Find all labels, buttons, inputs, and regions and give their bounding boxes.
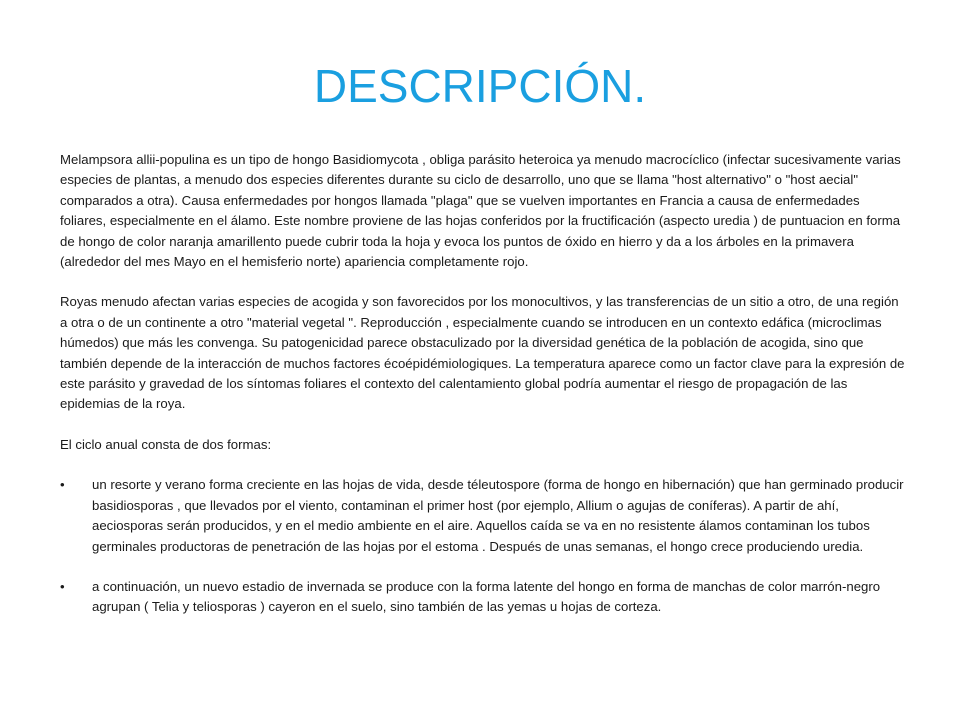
bullet-list: [60, 475, 906, 617]
bullet-text: un resorte y verano forma creciente en las hojas de vida, desde téleutospore (forma de hongo en hibernación) que han germinado producir basidiosporas , que llevados por el viento, contaminan el primer host (por ejemplo, Allium o agujas de coníferas). A partir de ahí, aeciosporas serán producidos, y en el medio ambiente en el aire. Aquellos caída se va en no resistente álamos contaminan los tubos germinales productoras de penetración de las hojas por el estoma . Después de unas semanas, el hongo crece produciendo uredia.: [92, 477, 904, 554]
bullet-text: a continuación, un nuevo estadio de invernada se produce con la forma latente del hongo en forma de manchas de color marrón-negro agrupan ( Telia y teliosporas ) cayeron en el suelo, sino también de las yemas u hojas de corteza.: [92, 578, 881, 615]
slide-body: [60, 150, 906, 638]
paragraph-cycle-intro: El ciclo anual consta de dos formas:: [60, 436, 272, 452]
paragraph-royas: Royas menudo afectan varias especies de acogida y son favorecidos por los monocultivos, y las transferencias de un sitio a otro, de una región a otra o de un continente a otro "material vegetal ". Reproducción , especialmente cuando se introducen en un contexto edáfica (microclimas húmedos) que más les convenga. Su patogenicidad parece obstaculizado por la diversidad genética de la población de acogida, sino que también depende de la interacción de muchos factores écoépidémiologiques. La temperatura aparece como un factor clave para la expresión de este parásito y gravedad de los síntomas foliares el contexto del calentamiento global podría aumentar el riesgo de propagación de las epidemias de la roya.: [60, 294, 905, 412]
paragraph-description: Melampsora allii-populina es un tipo de hongo Basidiomycota , obliga parásito heteroica ya menudo macrocíclico (infectar sucesivamente varias especies de plantas, a menudo dos especies diferentes durante su ciclo de desarrollo, uno que se llama "host alternativo" o "host aecial" comparados a otra). Causa enfermedades por hongos llamada "plaga" que se vuelven importantes en Francia a causa de enfermedades foliares, especialmente en el álamo. Este nombre proviene de las hojas conferidos por la fructificación (aspecto uredia ) de puntuacion en forma de hongo de color naranja amarillento puede cubrir toda la hoja y evoca los puntos de óxido en hierro y da a los árboles en la primavera (alrededor del mes Mayo en el hemisferio norte) apariencia completamente rojo.: [60, 152, 901, 270]
bullet-item: [60, 577, 906, 618]
slide-title: DESCRIPCIÓN.: [313, 60, 647, 112]
bullet-icon: •: [60, 477, 65, 493]
bullet-icon: •: [60, 578, 65, 594]
bullet-item: [60, 475, 906, 557]
